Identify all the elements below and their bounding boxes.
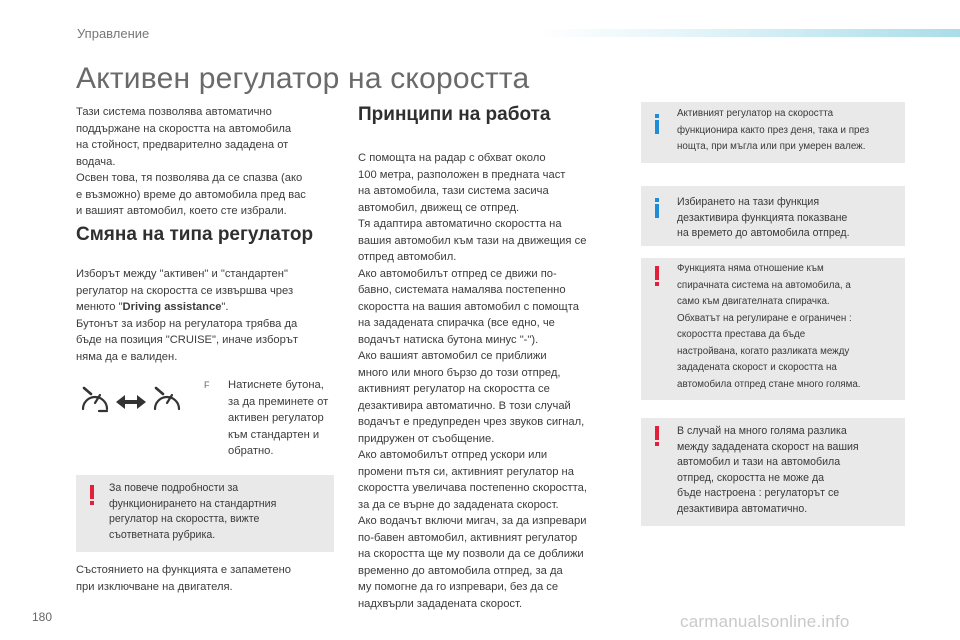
note-line: зададената скорост и скоростта на: [677, 362, 837, 373]
intro-paragraph: [76, 104, 306, 220]
info-icon: [655, 198, 659, 218]
warning-note-2: [641, 418, 905, 526]
principles-line: автомобил, движещ се отпред.: [358, 201, 520, 214]
principles-line: водачът натиска бутона минус "-").: [358, 333, 539, 346]
principles-line: придружен от съобщение.: [358, 432, 495, 445]
note-line: За повече подробности за: [109, 482, 239, 494]
principles-line: по-бавен автомобил, активният регулатор: [358, 531, 578, 544]
principles-line: активният регулатор на скоростта се: [358, 383, 550, 395]
note-line: бъде настроена : регулаторът се: [677, 487, 840, 500]
memory-paragraph: [76, 562, 291, 595]
note-line: отпред, скоростта не може да: [677, 471, 825, 484]
intro-line: Освен това, тя позволява да се спазва (ако: [76, 172, 303, 184]
menu-prefix: менюто ": [76, 301, 123, 313]
double-arrow-icon: [116, 395, 146, 409]
warning-note-1: [641, 258, 905, 400]
principles-line: водачът е предупреден чрез звуков сигнал,: [358, 416, 585, 428]
warning-note-2-text: [677, 424, 859, 518]
page-number: 180: [32, 610, 53, 624]
heading-change-type: Смяна на типа регулатор: [76, 224, 314, 245]
menu-name: Driving assistance: [122, 301, 222, 313]
section-header-bar: [540, 29, 960, 37]
principles-line: промени пътя си, активният регулатор на: [358, 465, 574, 478]
bullet-text: [228, 377, 328, 460]
principles-line: Тя адаптира автоматично скоростта на: [358, 218, 562, 230]
principles-line: временно до автомобила отпред, за да: [358, 564, 563, 577]
intro-line: и вашият автомобил, което сте избрали.: [76, 205, 287, 217]
note-line: автомобил и тази на автомобила: [677, 456, 841, 469]
warning-note-left: [76, 475, 334, 552]
warning-icon: [655, 426, 659, 446]
heading-principles: Принципи на работа: [358, 104, 551, 125]
info-note-2-text: [677, 195, 850, 242]
intro-line: е възможно) време до автомобила пред вас: [76, 188, 306, 201]
note-line: само към двигателната спирачка.: [677, 296, 830, 307]
choice-line-menu: [76, 299, 298, 316]
bullet-marker: F: [204, 380, 210, 390]
principles-line: 100 метра, разположен в предната част: [358, 168, 566, 181]
note-line: В случай на много голяма разлика: [677, 425, 847, 437]
principles-paragraph: [358, 150, 587, 612]
choice-paragraph: [76, 266, 298, 365]
active-cruise-icon: [83, 388, 107, 411]
principles-line: бавно, системата намалява постепенно: [358, 284, 566, 296]
choice-line: няма да е валиден.: [76, 350, 178, 363]
menu-suffix: ".: [221, 301, 229, 313]
principles-line: С помощта на радар с обхват около: [358, 152, 546, 164]
principles-line: много или много бързо до този отпред,: [358, 366, 561, 379]
note-line: Функцията няма отношение към: [677, 263, 824, 274]
note-line: скоростта престава да бъде: [677, 329, 806, 340]
note-line: Избирането на тази функция: [677, 196, 820, 208]
note-line: настройвана, когато разликата между: [677, 345, 850, 357]
note-line: съответната рубрика.: [109, 528, 216, 541]
warning-icon: [90, 485, 94, 505]
choice-line: бъде на позиция "CRUISE", иначе изборът: [76, 334, 298, 346]
principles-line: надхвърли зададената скорост.: [358, 597, 523, 610]
principles-line: за да се върне до зададената скорост.: [358, 498, 559, 511]
note-line: функционирането на стандартния: [109, 497, 277, 510]
principles-line: Ако автомобилът отпред ускори или: [358, 449, 548, 461]
note-line: функционира както през деня, така и през: [677, 124, 870, 136]
principles-line: отпред автомобил.: [358, 251, 457, 263]
warning-note-1-text: [677, 261, 861, 393]
note-line: Обхватът на регулиране е ограничен :: [677, 312, 852, 324]
principles-line: на зададената спирачка (все едно, че: [358, 317, 555, 329]
note-line: Активният регулатор на скоростта: [677, 108, 834, 119]
principles-line: му помогне да го изпревари, без да се: [358, 581, 559, 593]
principles-line: на скоростта ще му позволи да се доближи: [358, 548, 584, 560]
choice-line: регулатор на скоростта се извършва чрез: [76, 284, 294, 297]
watermark: carmanualsonline.info: [680, 612, 850, 631]
principles-line: вашия автомобил към тази на движещия се: [358, 234, 587, 247]
note-line: дезактивира функцията показване: [677, 211, 848, 224]
note-line: дезактивира автоматично.: [677, 502, 808, 515]
warning-note-text: [109, 481, 276, 543]
info-note-1-text: [677, 106, 869, 156]
principles-line: Ако водачът включи мигач, за да изпревари: [358, 515, 587, 527]
choice-line: Изборът между "активен" и "стандартен": [76, 268, 288, 280]
memory-line: при изключване на двигателя.: [76, 580, 233, 593]
principles-line: Ако автомобилът отпред се движи по-: [358, 267, 557, 280]
note-line: регулатор на скоростта, вижте: [109, 513, 260, 526]
intro-line: водача.: [76, 155, 116, 168]
bullet-line: обратно.: [228, 445, 274, 457]
bullet-line: за да преминете от: [228, 395, 329, 408]
principles-line: дезактивира автоматично. В този случай: [358, 399, 571, 412]
page-title: Активен регулатор на скоростта: [76, 62, 530, 95]
section-title: Управление: [77, 26, 150, 41]
principles-line: скоростта увеличава постепенно скоростта,: [358, 482, 587, 494]
bullet-line: активен регулатор: [228, 412, 324, 424]
warning-icon: [655, 266, 659, 286]
note-line: между зададената скорост на вашия: [677, 440, 859, 453]
note-line: автомобила отпред стане много голяма.: [677, 378, 861, 390]
info-note-2: [641, 186, 905, 246]
intro-line: Тази система позволява автоматично: [76, 106, 272, 118]
choice-line: Бутонът за избор на регулатора трябва да: [76, 317, 298, 330]
bullet-line: към стандартен и: [228, 428, 320, 441]
note-line: нощта, при мъгла или при умерен валеж.: [677, 141, 866, 152]
cruise-toggle-illustration: [80, 382, 190, 422]
principles-line: скоростта на вашия автомобил с помощта: [358, 300, 579, 313]
info-icon: [655, 114, 659, 134]
standard-cruise-icon: [155, 388, 179, 409]
memory-line: Състоянието на функцията е запаметено: [76, 564, 291, 576]
principles-line: Ако вашият автомобил се приближи: [358, 350, 547, 362]
bullet-line: Натиснете бутона,: [228, 379, 324, 391]
info-note-1: [641, 102, 905, 163]
intro-line: на стойност, предварително зададена от: [76, 139, 289, 151]
note-line: спирачната система на автомобила, а: [677, 279, 851, 291]
note-line: на времето до автомобила отпред.: [677, 227, 850, 240]
principles-line: на автомобила, тази система засича: [358, 185, 549, 197]
intro-line: поддържане на скоростта на автомобила: [76, 122, 292, 135]
